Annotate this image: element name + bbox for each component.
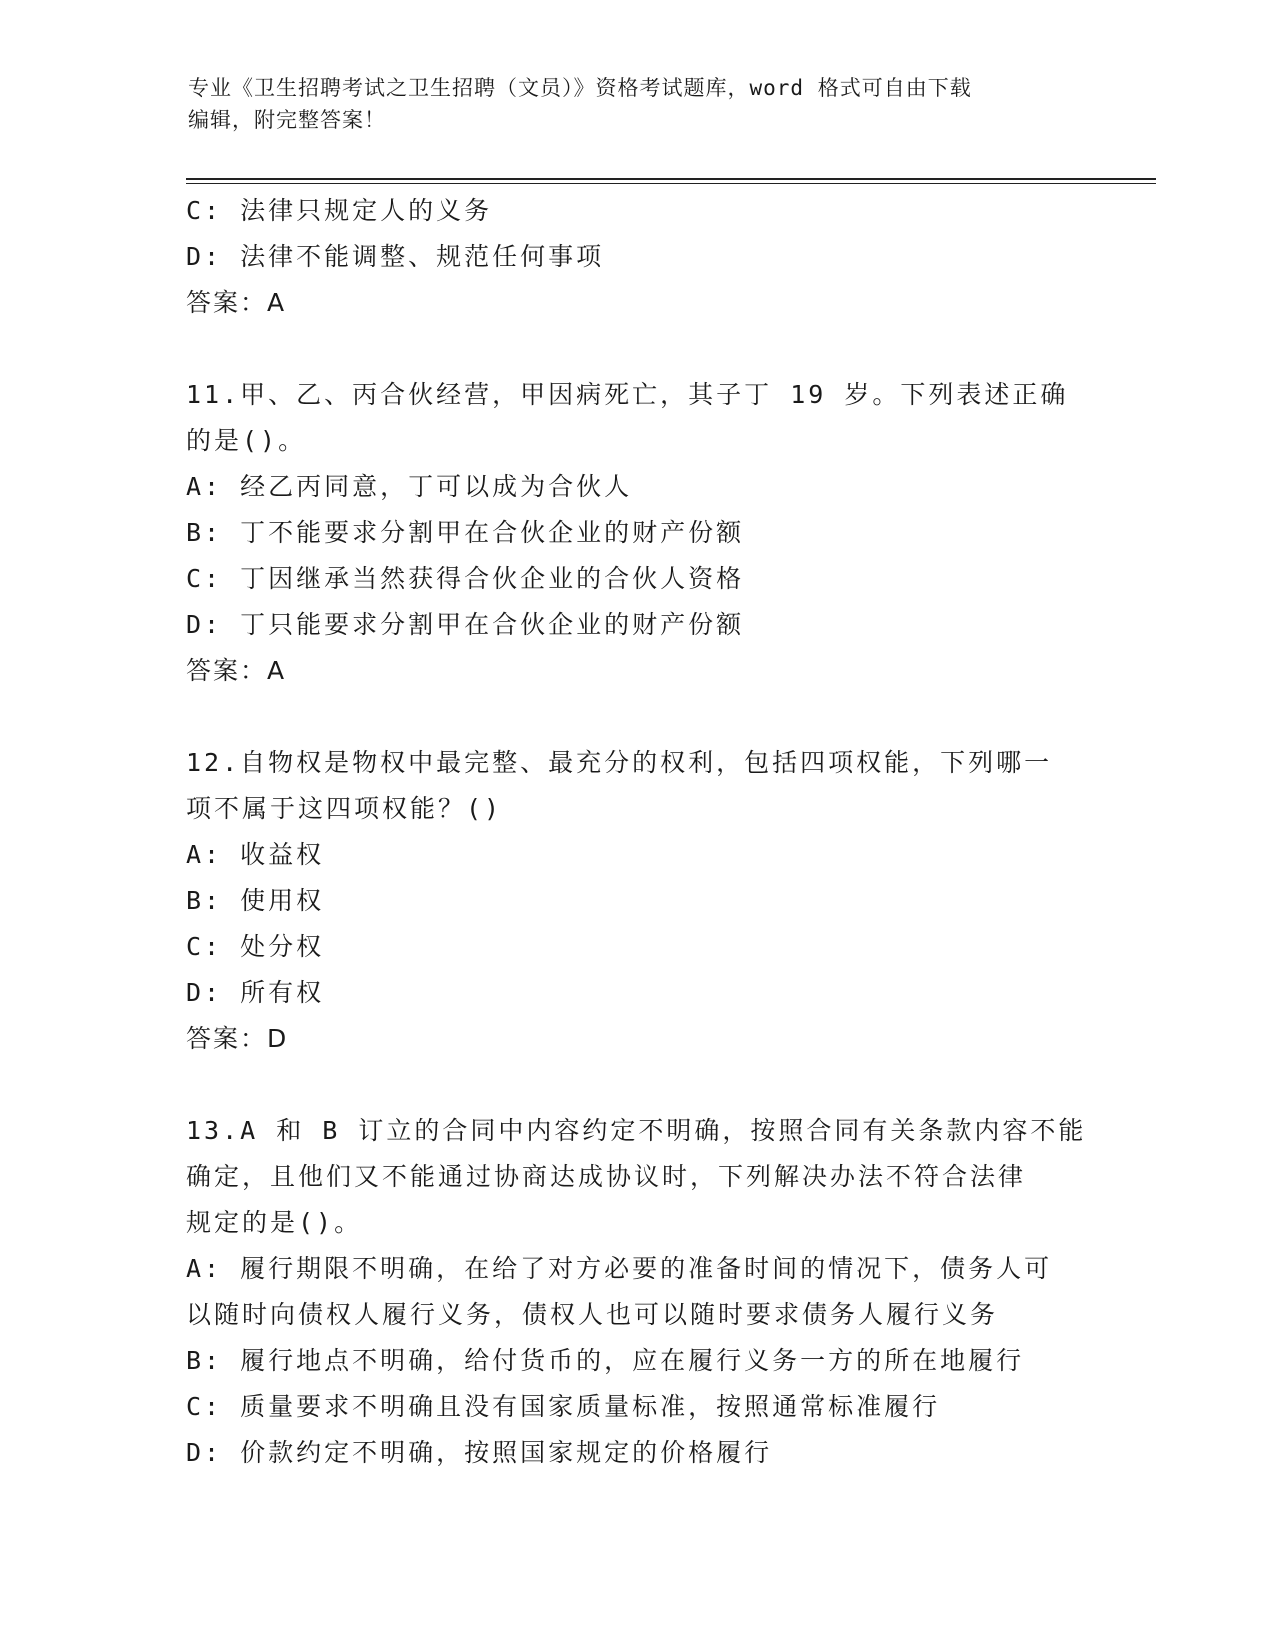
question-13-block: [186, 1108, 1086, 1476]
document-body: [186, 188, 1086, 1476]
option-a: A: 经乙丙同意，丁可以成为合伙人: [186, 472, 633, 501]
header-line-2: 编辑，附完整答案！: [188, 108, 386, 132]
answer-text: 答案：A: [186, 288, 287, 317]
option-d: D: 价款约定不明确，按照国家规定的价格履行: [186, 1438, 773, 1467]
spacer: [186, 1062, 1086, 1108]
option-b: B: 丁不能要求分割甲在合伙企业的财产份额: [186, 518, 745, 547]
header-divider: [186, 178, 1156, 184]
answer-text: 答案：A: [186, 656, 287, 685]
option-d: D: 所有权: [186, 978, 325, 1007]
option-b: B: 履行地点不明确，给付货币的，应在履行义务一方的所在地履行: [186, 1346, 1025, 1375]
question-stem: 11.甲、乙、丙合伙经营，甲因病死亡，其子丁 19 岁。下列表述正确: [186, 380, 1069, 409]
option-d: D: 丁只能要求分割甲在合伙企业的财产份额: [186, 610, 745, 639]
option-c: C: 法律只规定人的义务: [186, 196, 493, 225]
option-c: C: 处分权: [186, 932, 325, 961]
option-a-continued: 以随时向债权人履行义务，债权人也可以随时要求债务人履行义务: [186, 1300, 999, 1329]
question-stem: 12.自物权是物权中最完整、最充分的权利，包括四项权能，下列哪一: [186, 748, 1053, 777]
option-d: D: 法律不能调整、规范任何事项: [186, 242, 605, 271]
option-a: A: 收益权: [186, 840, 325, 869]
prev-question-block: [186, 188, 1086, 326]
answer-text: 答案：D: [186, 1024, 289, 1053]
spacer: [186, 326, 1086, 372]
question-11-block: [186, 372, 1086, 694]
question-stem: 项不属于这四项权能？(): [186, 794, 503, 823]
spacer: [186, 694, 1086, 740]
option-c: C: 丁因继承当然获得合伙企业的合伙人资格: [186, 564, 745, 593]
question-stem: 确定，且他们又不能通过协商达成协议时，下列解决办法不符合法律: [186, 1162, 1027, 1191]
option-c: C: 质量要求不明确且没有国家质量标准，按照通常标准履行: [186, 1392, 941, 1421]
option-b: B: 使用权: [186, 886, 325, 915]
question-stem: 13.A 和 B 订立的合同中内容约定不明确，按照合同有关条款内容不能: [186, 1116, 1087, 1145]
question-stem: 的是()。: [186, 426, 307, 455]
header-line-1: 专业《卫生招聘考试之卫生招聘（文员）》资格考试题库，word 格式可自由下载: [188, 76, 972, 100]
option-a: A: 履行期限不明确，在给了对方必要的准备时间的情况下，债务人可: [186, 1254, 1053, 1283]
question-12-block: [186, 740, 1086, 1062]
question-stem: 规定的是()。: [186, 1208, 363, 1237]
page-header: [188, 72, 1088, 136]
